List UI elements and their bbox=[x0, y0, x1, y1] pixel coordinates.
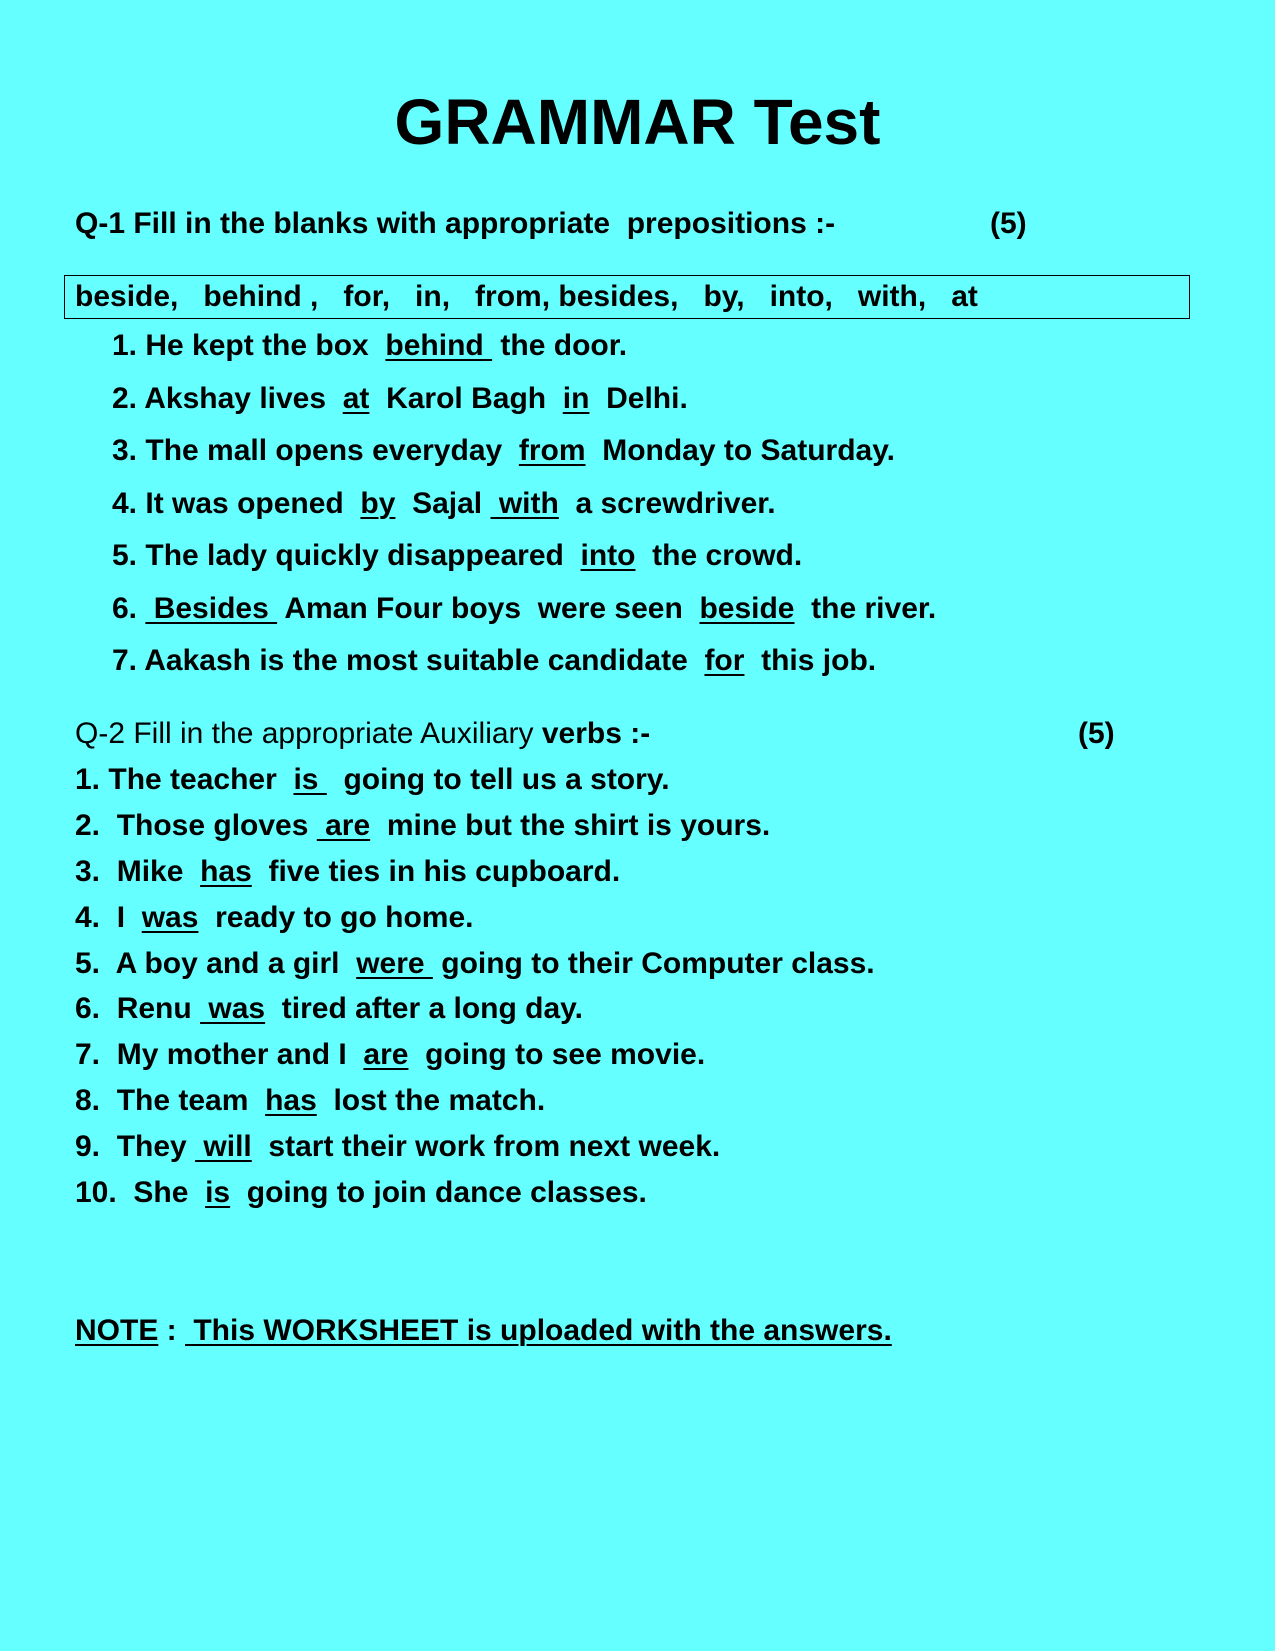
q1-item bbox=[112, 589, 936, 642]
item-text: Monday to Saturday. bbox=[585, 434, 896, 467]
heading-text-bold: verbs :- bbox=[541, 717, 651, 750]
q2-item bbox=[75, 898, 875, 944]
question-1-heading: Q-1 Fill in the blanks with appropriate prepositions :- bbox=[75, 207, 836, 240]
answer-blank: was bbox=[141, 900, 199, 934]
answer-blank: Besides bbox=[145, 591, 278, 625]
item-text: The mall opens everyday bbox=[137, 434, 519, 467]
item-text: Aakash is the most suitable candidate bbox=[137, 644, 705, 677]
item-text: Aman Four boys were seen bbox=[277, 591, 700, 625]
answer-blank: is bbox=[205, 1176, 231, 1210]
answer-blank: will bbox=[195, 1130, 252, 1164]
answer-blank: into bbox=[580, 539, 636, 572]
item-text: the crowd. bbox=[635, 539, 803, 572]
q2-item bbox=[75, 1173, 875, 1219]
q1-item bbox=[112, 431, 936, 484]
item-number: 7. bbox=[112, 644, 138, 677]
item-number: 6. bbox=[112, 591, 138, 625]
heading-text: Q-2 Fill in the appropriate Auxiliary bbox=[75, 717, 542, 750]
answer-blank: are bbox=[316, 808, 371, 842]
item-number: 7. bbox=[75, 1038, 101, 1072]
item-text: He kept the box bbox=[137, 329, 386, 362]
item-number: 4. bbox=[75, 900, 101, 934]
item-text: start their work from next week. bbox=[251, 1130, 721, 1164]
item-text: tired after a long day. bbox=[265, 992, 583, 1026]
item-text: The teacher bbox=[100, 763, 294, 796]
item-number: 1. bbox=[112, 329, 138, 362]
note-text: This WORKSHEET is uploaded with the answers. bbox=[185, 1314, 892, 1347]
item-text: She bbox=[116, 1176, 206, 1210]
item-text: Delhi. bbox=[589, 381, 688, 415]
q2-item bbox=[75, 989, 875, 1035]
answer-blank: was bbox=[200, 992, 266, 1026]
item-text: Karol Bagh bbox=[369, 381, 563, 415]
item-number: 6. bbox=[75, 992, 101, 1026]
item-text: going to tell us a story. bbox=[326, 763, 670, 796]
item-number: 2. bbox=[112, 381, 138, 415]
word-bank-box bbox=[64, 275, 1190, 319]
item-text: The team bbox=[100, 1084, 266, 1118]
item-text: going to their Computer class. bbox=[432, 946, 875, 980]
item-number: 9. bbox=[75, 1130, 101, 1164]
item-text: the river. bbox=[794, 591, 937, 625]
item-text: My mother and I bbox=[100, 1038, 364, 1072]
item-number: 8. bbox=[75, 1084, 101, 1118]
item-text: this job. bbox=[744, 644, 877, 677]
item-text: going to join dance classes. bbox=[230, 1176, 647, 1210]
answer-blank: is bbox=[293, 763, 327, 796]
answer-blank: in bbox=[562, 381, 590, 415]
question-1-marks: (5) bbox=[990, 207, 1027, 240]
item-text: The lady quickly disappeared bbox=[137, 539, 581, 572]
q2-item bbox=[75, 1127, 875, 1173]
answer-blank: from bbox=[518, 434, 586, 467]
item-text: Mike bbox=[100, 854, 201, 888]
question-2-marks: (5) bbox=[1078, 717, 1115, 750]
note bbox=[75, 1311, 892, 1351]
q2-item bbox=[75, 852, 875, 898]
item-text: the door. bbox=[492, 329, 628, 362]
answer-blank: at bbox=[342, 381, 370, 415]
q2-item bbox=[75, 806, 875, 852]
item-number: 5. bbox=[75, 946, 101, 980]
item-number: 4. bbox=[112, 486, 138, 520]
item-text: going to see movie. bbox=[408, 1038, 706, 1072]
answer-blank: were bbox=[356, 946, 433, 980]
word-bank-text: beside, behind , for, in, from, besides, by, into, with, at bbox=[75, 280, 978, 313]
item-text: mine but the shirt is yours. bbox=[370, 808, 771, 842]
q2-item bbox=[75, 760, 875, 806]
item-number: 3. bbox=[112, 434, 138, 467]
q1-item bbox=[112, 379, 936, 432]
item-text: It was opened bbox=[137, 486, 361, 520]
answer-blank: behind bbox=[385, 329, 493, 362]
item-number: 1. bbox=[75, 763, 101, 796]
q1-item bbox=[112, 326, 936, 379]
item-number: 2. bbox=[75, 808, 101, 842]
answer-blank: has bbox=[200, 854, 252, 888]
answer-blank: has bbox=[265, 1084, 317, 1118]
item-text: They bbox=[100, 1130, 196, 1164]
answer-blank: beside bbox=[699, 591, 795, 625]
question-1-list bbox=[112, 326, 936, 694]
answer-blank: are bbox=[363, 1038, 409, 1072]
q1-item bbox=[112, 484, 936, 537]
question-2-list bbox=[75, 760, 875, 1219]
item-number: 10. bbox=[75, 1176, 117, 1210]
item-text: a screwdriver. bbox=[558, 486, 776, 520]
note-label: NOTE bbox=[75, 1314, 159, 1347]
item-text: lost the match. bbox=[316, 1084, 546, 1118]
item-text: Renu bbox=[100, 992, 201, 1026]
q2-item bbox=[75, 944, 875, 990]
item-text: Those gloves bbox=[100, 808, 317, 842]
item-number: 5. bbox=[112, 539, 138, 572]
item-text: ready to go home. bbox=[198, 900, 474, 934]
page-title: GRAMMAR Test bbox=[394, 86, 881, 158]
item-text: A boy and a girl bbox=[100, 946, 357, 980]
note-separator: : bbox=[158, 1314, 186, 1347]
item-number: 3. bbox=[75, 854, 101, 888]
answer-blank: with bbox=[490, 486, 559, 520]
answer-blank: by bbox=[360, 486, 396, 520]
item-text: five ties in his cupboard. bbox=[251, 854, 621, 888]
item-text: I bbox=[100, 900, 142, 934]
q2-item bbox=[75, 1081, 875, 1127]
answer-blank: for bbox=[704, 644, 745, 677]
item-text: Sajal bbox=[395, 486, 491, 520]
q2-item bbox=[75, 1035, 875, 1081]
item-text: Akshay lives bbox=[137, 381, 343, 415]
q1-item bbox=[112, 536, 936, 589]
question-2-heading bbox=[75, 714, 650, 754]
q1-item bbox=[112, 641, 936, 694]
